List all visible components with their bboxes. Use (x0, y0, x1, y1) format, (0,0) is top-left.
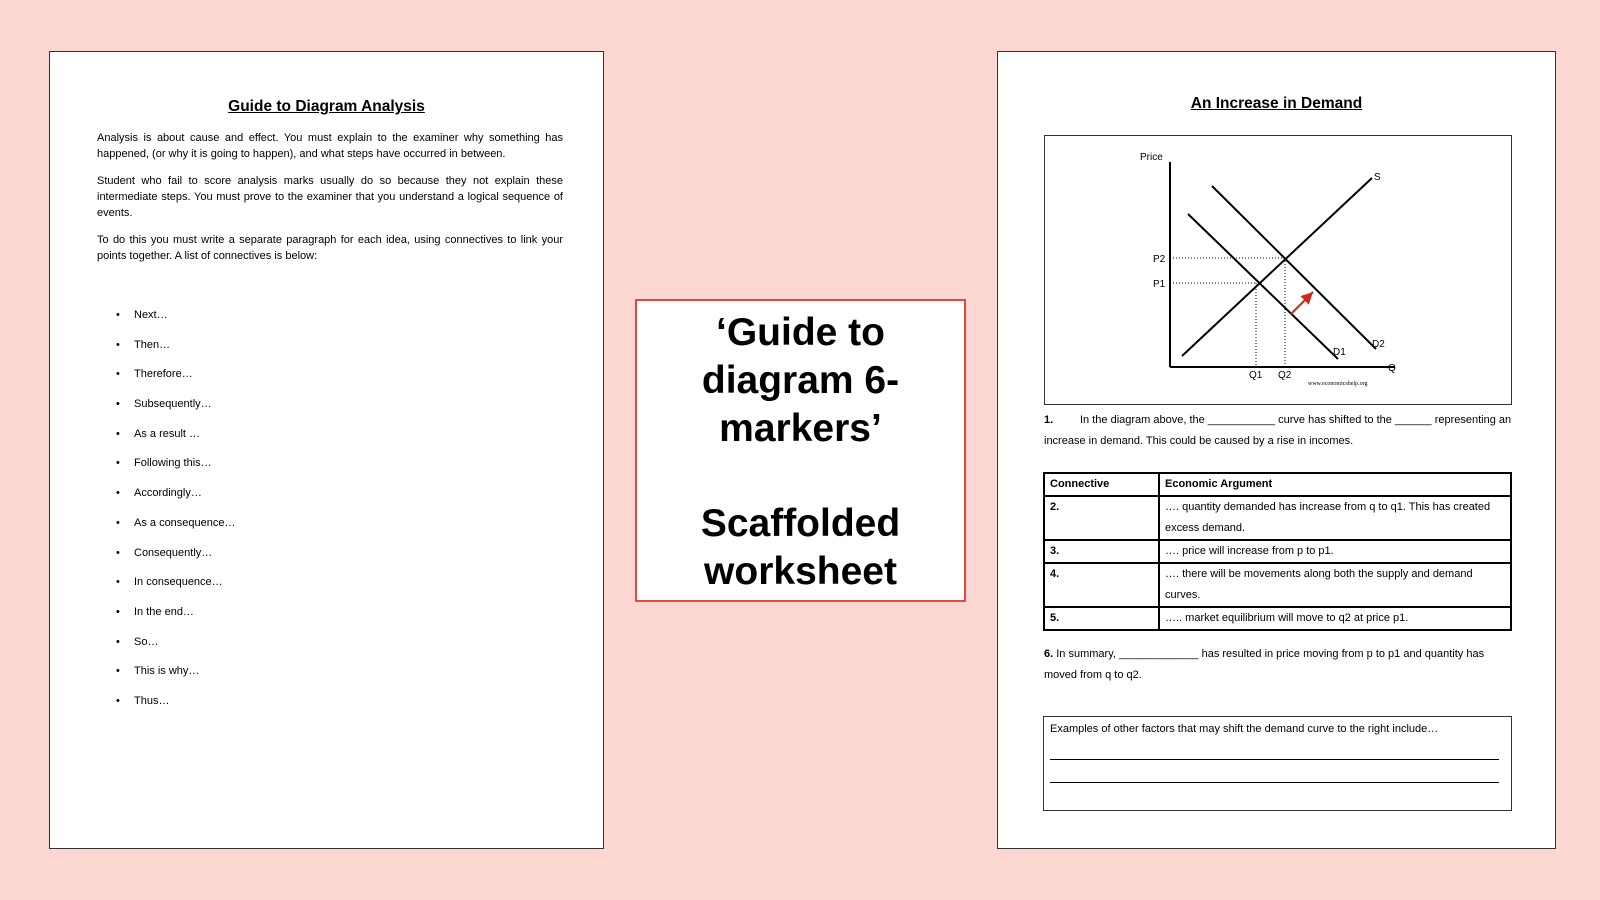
question-6-text: In summary, _____________ has resulted in price moving from p to p1 and quantity has moved from q to q2. (1044, 648, 1485, 681)
connectives-list (116, 307, 236, 723)
question-6-number: 6. (1044, 648, 1054, 660)
instruction-paragraph: To do this you must write a separate paragraph for each idea, using connectives to link your points together. A list of connectives is below: (97, 234, 563, 262)
source-label: www.economicshelp.org (1308, 381, 1368, 387)
row-number: 2. (1044, 496, 1159, 540)
row-text: …. quantity demanded has increase from q to q1. This has created excess demand. (1159, 496, 1511, 540)
list-item: • Accordingly… (116, 485, 236, 515)
list-item: • As a consequence… (116, 515, 236, 545)
slide-title-box (635, 299, 966, 602)
question-1-number: 1. (1044, 414, 1054, 426)
row-text: …. price will increase from p to p1. (1159, 540, 1511, 563)
row-text: ….. market equilibrium will move to q2 at price p1. (1159, 607, 1511, 630)
question-6 (1044, 644, 1514, 686)
list-item: • Next… (116, 307, 236, 337)
d1-label: D1 (1333, 347, 1346, 358)
table-row (1044, 496, 1511, 540)
list-item: • Following this… (116, 455, 236, 485)
list-item: • As a result … (116, 426, 236, 456)
list-item: • Thus… (116, 693, 236, 723)
d2-label: D2 (1372, 339, 1385, 350)
header-connective: Connective (1044, 473, 1159, 496)
worksheet-page (997, 51, 1556, 849)
guide-page (49, 51, 604, 849)
guide-title: Guide to Diagram Analysis (228, 98, 425, 115)
worksheet-title: An Increase in Demand (1190, 95, 1363, 112)
row-number: 3. (1044, 540, 1159, 563)
list-item: • In consequence… (116, 574, 236, 604)
connective-table (1043, 472, 1512, 631)
list-item: • Therefore… (116, 366, 236, 396)
slide-title: ‘Guide to diagram 6-markers’ (701, 311, 900, 450)
examples-prompt: Examples of other factors that may shift the demand curve to the right include… (1050, 723, 1439, 735)
table-row (1044, 607, 1511, 630)
list-item: • Subsequently… (116, 396, 236, 426)
question-1-text: In the diagram above, the ___________ curve has shifted to the ______ representing an increase in demand. This could be caused by a rise in incomes. (1044, 414, 1512, 447)
examples-box (1043, 716, 1512, 811)
demand-curve-d2 (1212, 186, 1376, 349)
p2-label: P2 (1153, 254, 1166, 265)
list-item: • This is why… (116, 663, 236, 693)
p1-label: P1 (1153, 279, 1166, 290)
q1-label: Q1 (1249, 370, 1263, 381)
table-header-row (1044, 473, 1511, 496)
shift-arrow (1291, 292, 1313, 314)
answer-line[interactable] (1050, 737, 1499, 760)
question-1 (1044, 410, 1514, 452)
q-axis-label: Q (1388, 363, 1396, 374)
list-item: • In the end… (116, 604, 236, 634)
demand-diagram (1044, 135, 1512, 405)
header-argument: Economic Argument (1159, 473, 1511, 496)
list-item: • Consequently… (116, 545, 236, 575)
supply-curve (1182, 178, 1372, 356)
table-row (1044, 563, 1511, 607)
price-label: Price (1140, 152, 1163, 163)
table-row (1044, 540, 1511, 563)
answer-line[interactable] (1050, 760, 1499, 783)
s-label: S (1374, 172, 1381, 183)
row-number: 4. (1044, 563, 1159, 607)
intro-paragraph: Analysis is about cause and effect. You must explain to the examiner why something has happened, (or why it is going to happen), and what steps have occurred in between. (97, 132, 563, 160)
slide-subtitle: Scaffolded worksheet (700, 502, 901, 593)
row-text: …. there will be movements along both the supply and demand curves. (1159, 563, 1511, 607)
list-item: • Then… (116, 337, 236, 367)
explanation-paragraph: Student who fail to score analysis marks usually do so because they not explain these intermediate steps. You must prove to the examiner that you understand a logical sequence of events. (97, 175, 563, 219)
q2-label: Q2 (1278, 370, 1292, 381)
list-item: • So… (116, 634, 236, 664)
row-number: 5. (1044, 607, 1159, 630)
